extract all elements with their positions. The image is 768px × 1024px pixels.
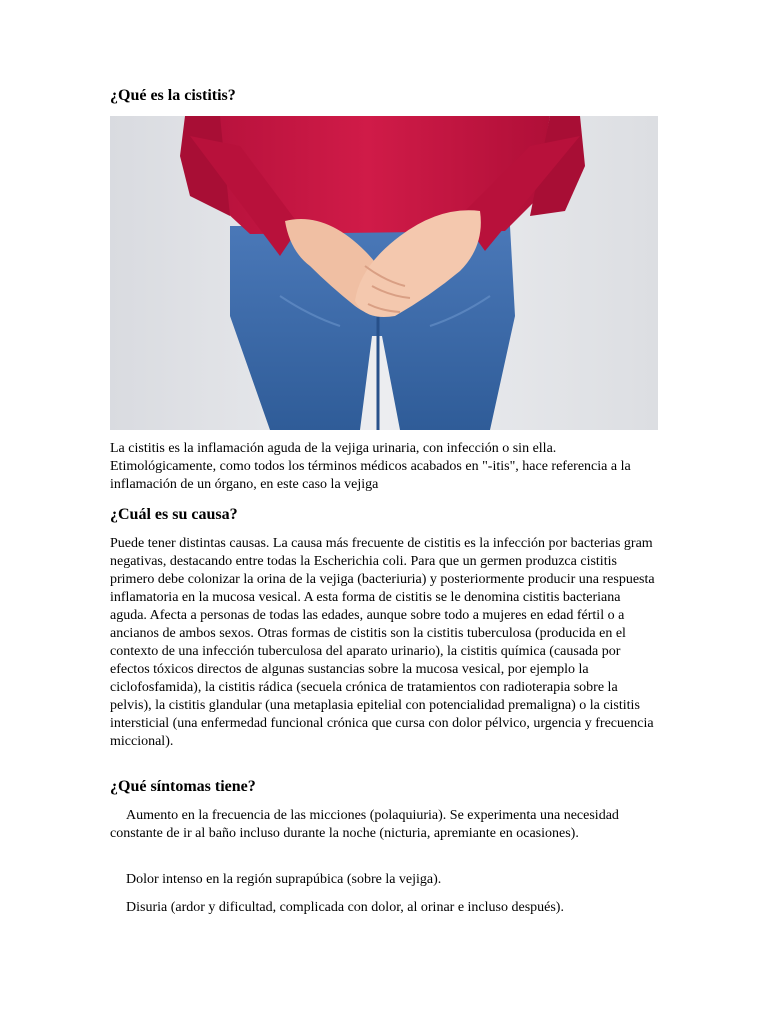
- heading-cause: ¿Cuál es su causa?: [110, 506, 238, 523]
- paragraph-symptom-dysuria: Disuria (ardor y dificultad, complicada con dolor, al orinar e incluso después).: [126, 900, 564, 915]
- heading-symptoms: ¿Qué síntomas tiene?: [110, 778, 256, 795]
- paragraph-causes: Puede tener distintas causas. La causa más frecuente de cistitis es la infección por bacterias gram negativas, destacando entre todas la Escherichia coli. Para que un germen produzca cistitis primero debe colonizar la orina de la vejiga (bacteriuria) y posteriormente producir una respuesta inflamatoria en la mucosa vesical. A esta forma de cistitis se le denomina cistitis bacteriana aguda. Afecta a personas de todas las edades, aunque sobre todo a mujeres en edad fértil o a ancianos de ambos sexos. Otras formas de cistitis son la cistitis tuberculosa (producida en el contexto de una infección tuberculosa del aparato urinario), la cistitis química (causada por efectos tóxicos directos de algunas sustancias sobre la mucosa vesical, por ejemplo la ciclofosfamida), la cistitis rádica (secuela crónica de tratamientos con radioterapia sobre la pelvis), la cistitis glandular (una metaplasia epitelial con potencialidad premaligna) o la cistitis intersticial (una enfermedad funcional crónica que cursa con dolor pélvico, urgencia y frecuencia miccional).: [110, 536, 655, 749]
- paragraph-definition: La cistitis es la inflamación aguda de la vejiga urinaria, con infección o sin ella. Etimológicamente, como todos los términos médicos acabados en "-itis", hace referencia a la inflamación de un órgano, en este caso la vejiga: [110, 441, 631, 492]
- photo-woman-pelvic-pain: [110, 116, 658, 430]
- paragraph-symptom-frequency: Aumento en la frecuencia de las micciones (polaquiuria). Se experimenta una necesidad constante de ir al baño incluso durante la noche (nicturia, apremiante en ocasiones).: [110, 808, 619, 841]
- heading-what-is: ¿Qué es la cistitis?: [110, 87, 236, 104]
- paragraph-symptom-pain: Dolor intenso en la región suprapúbica (sobre la vejiga).: [126, 872, 442, 887]
